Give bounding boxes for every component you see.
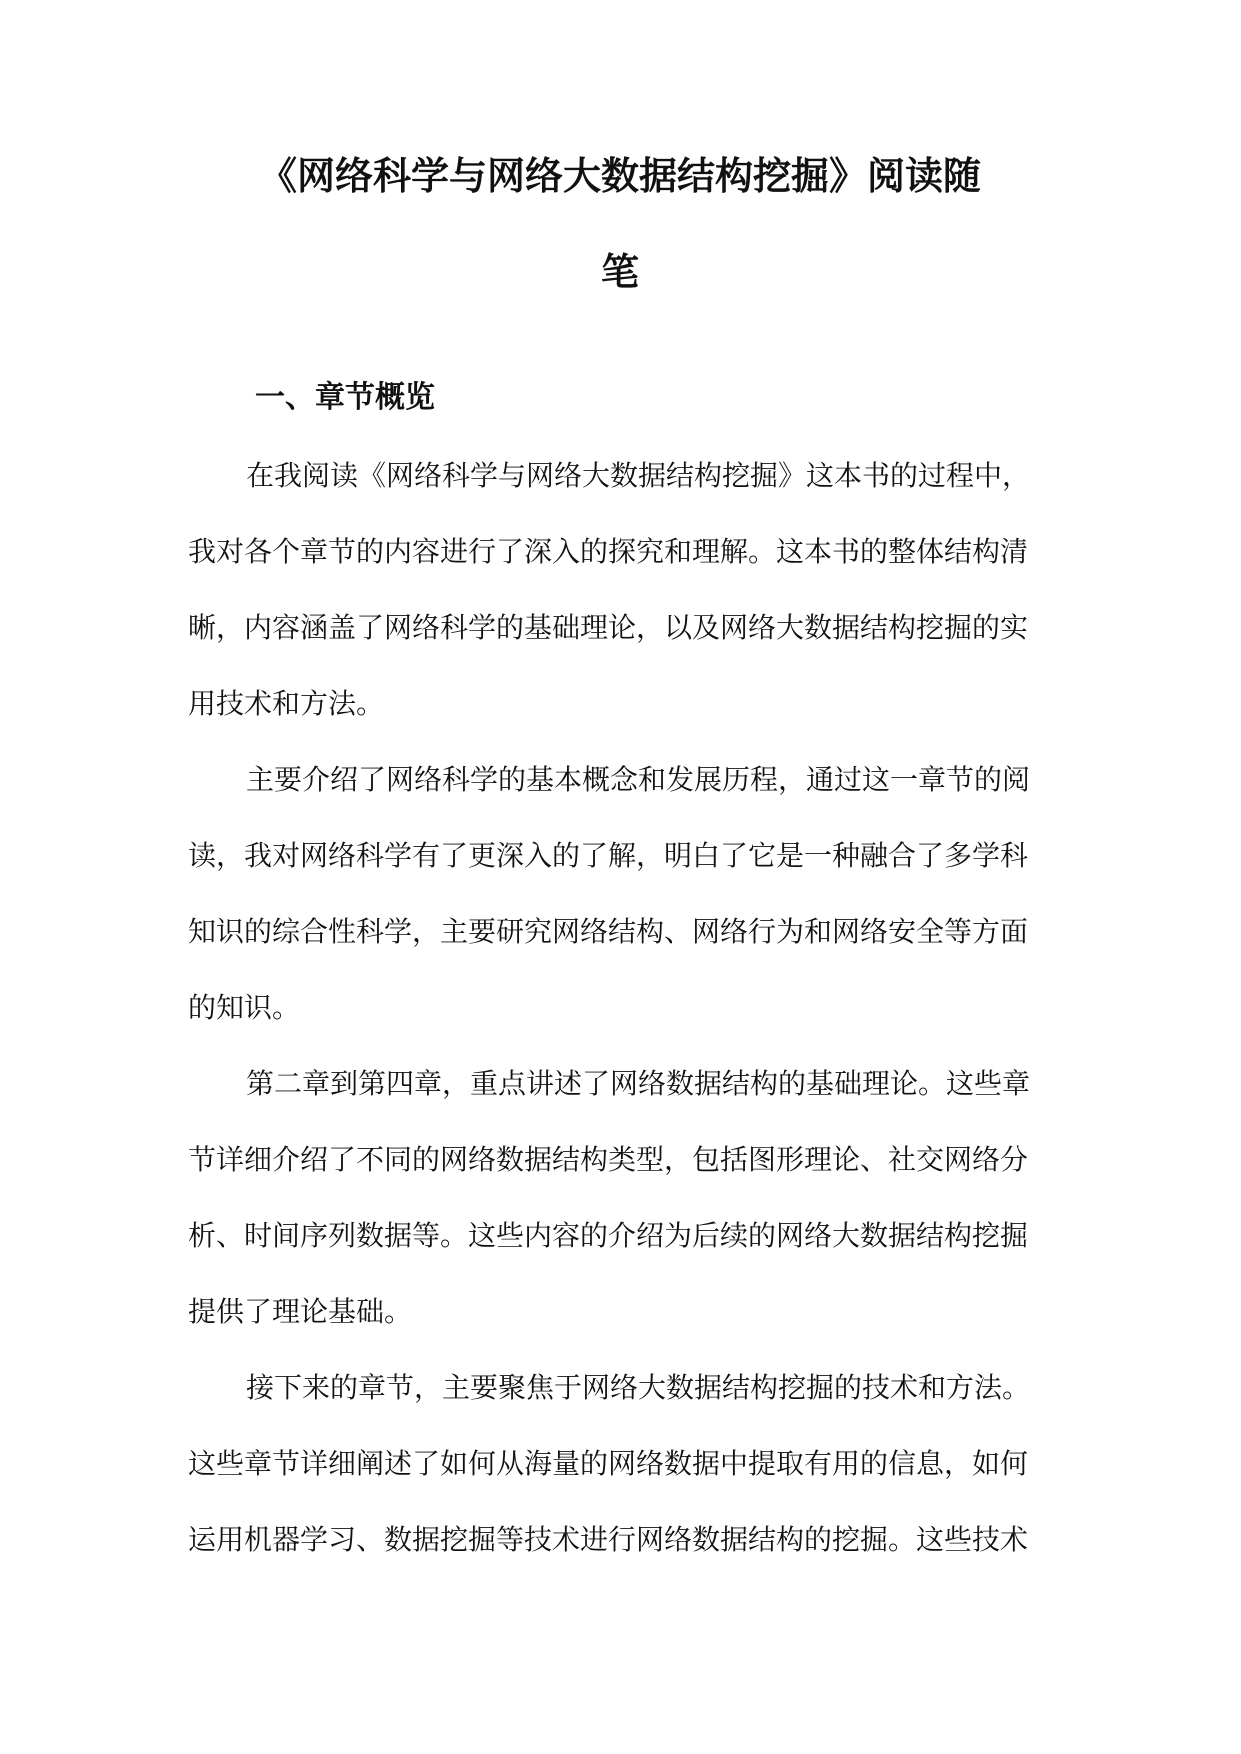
paragraph-2-line-1: 主要介绍了网络科学的基本概念和发展历程，通过这一章节的阅 <box>246 763 1031 796</box>
paragraph-1-line-4: 用技术和方法。 <box>188 687 385 720</box>
paragraph-4-line-1: 接下来的章节，主要聚焦于网络大数据结构挖掘的技术和方法。 <box>246 1371 1031 1404</box>
document-title-line-2: 笔 <box>600 250 639 294</box>
paragraph-2-line-2: 读，我对网络科学有了更深入的了解，明白了它是一种融合了多学科 <box>188 839 1029 872</box>
paragraph-1-line-2: 我对各个章节的内容进行了深入的探究和理解。这本书的整体结构清 <box>188 535 1029 568</box>
paragraph-3-line-3: 析、时间序列数据等。这些内容的介绍为后续的网络大数据结构挖掘 <box>188 1219 1029 1252</box>
paragraph-2-line-3: 知识的综合性科学，主要研究网络结构、网络行为和网络安全等方面 <box>188 915 1029 948</box>
paragraph-2-line-4: 的知识。 <box>188 991 301 1024</box>
paragraph-1-line-3: 晰，内容涵盖了网络科学的基础理论，以及网络大数据结构挖掘的实 <box>188 611 1029 644</box>
document-title-line-1: 《网络科学与网络大数据结构挖掘》阅读随 <box>258 154 981 198</box>
paragraph-1-line-1: 在我阅读《网络科学与网络大数据结构挖掘》这本书的过程中， <box>246 459 1031 492</box>
paragraph-3-line-1: 第二章到第四章，重点讲述了网络数据结构的基础理论。这些章 <box>246 1067 1031 1100</box>
paragraph-3-line-4: 提供了理论基础。 <box>188 1295 413 1328</box>
paragraph-4-line-3: 运用机器学习、数据挖掘等技术进行网络数据结构的挖掘。这些技术 <box>188 1523 1029 1556</box>
section-heading-chapter-overview: 一、章节概览 <box>255 380 435 415</box>
paragraph-4-line-2: 这些章节详细阐述了如何从海量的网络数据中提取有用的信息，如何 <box>188 1447 1029 1480</box>
paragraph-3-line-2: 节详细介绍了不同的网络数据结构类型，包括图形理论、社交网络分 <box>188 1143 1029 1176</box>
